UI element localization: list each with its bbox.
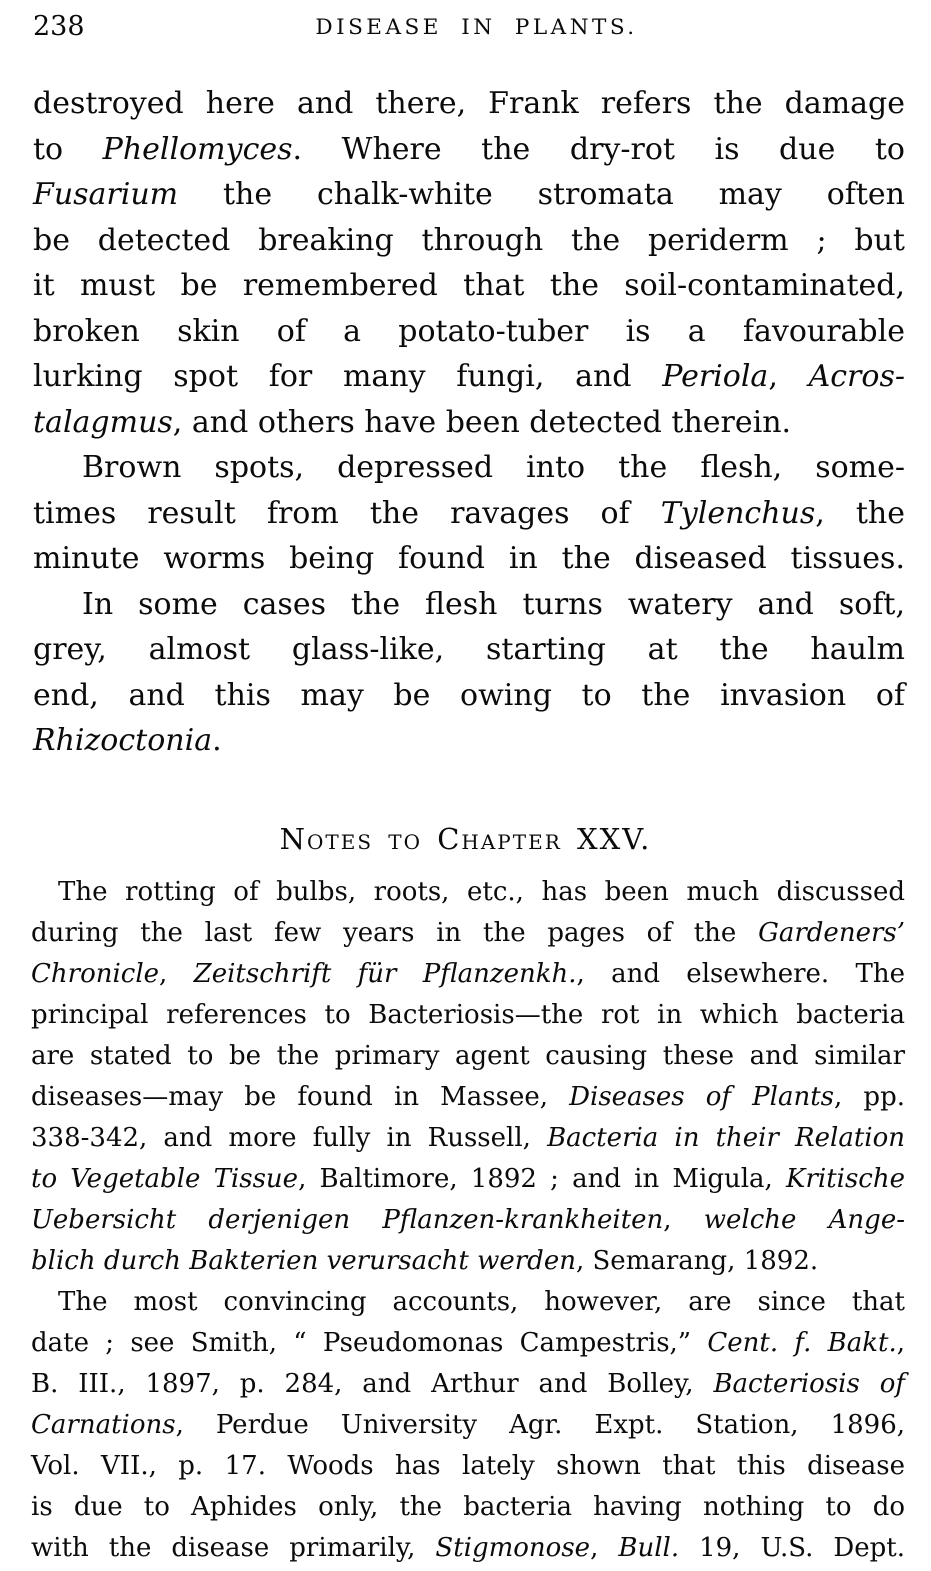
text-line: [31, 872, 905, 913]
text-line: [33, 263, 905, 309]
text-line: [31, 1241, 905, 1282]
italic-text-run: Uebersicht derjenigen Pflanzen-krankheiten: [31, 1204, 664, 1235]
text-run: , pp.: [834, 1081, 905, 1112]
text-run: it must be remembered that the soil-contaminated,: [33, 268, 905, 303]
italic-text-run: Rhizoctonia: [33, 723, 213, 758]
text-line: [33, 309, 905, 355]
text-run: during the last few years in the pages of the: [31, 917, 759, 948]
text-run: In some cases the flesh turns watery and soft,: [82, 586, 905, 622]
text-run: diseases—may be found in Massee,: [31, 1081, 570, 1112]
text-line: [33, 536, 905, 582]
italic-text-run: Acros-: [808, 359, 905, 394]
text-run: ,: [896, 1327, 905, 1358]
text-line: [33, 445, 905, 491]
text-run: destroyed here and there, Frank refers the damage: [33, 86, 905, 121]
running-header-title: DISEASE IN PLANTS.: [315, 15, 638, 40]
text-run: , Baltimore, 1892 ; and in Migula,: [298, 1163, 787, 1194]
italic-text-run: Fusarium: [33, 177, 179, 212]
text-line: [31, 1077, 905, 1118]
notes-text: [31, 872, 905, 1569]
italic-text-run: Phellomyces: [102, 131, 293, 167]
text-run: with the disease primarily,: [31, 1532, 436, 1563]
text-run: ,: [768, 359, 809, 394]
text-run: the chalk-white stromata may often: [178, 177, 905, 212]
text-run: principal references to Bacteriosis—the rot in which bacteria: [31, 999, 905, 1030]
italic-text-run: Zeitschrift für Pflanzenkh.: [193, 958, 577, 989]
text-line: [31, 1323, 905, 1364]
text-run: , Semarang, 1892.: [575, 1245, 819, 1276]
text-run: lurking spot for many fungi, and: [33, 359, 663, 394]
notes-heading: Notes to Chapter XXV.: [279, 821, 652, 856]
text-line: [31, 1446, 905, 1487]
text-run: ,: [663, 1204, 704, 1235]
text-line: [31, 1118, 905, 1159]
italic-text-run: Kritische: [786, 1163, 905, 1194]
page-header: [0, 0, 931, 46]
text-run: .: [212, 723, 222, 758]
text-run: 338-342, and more fully in Russell,: [31, 1122, 548, 1153]
text-run: , and others have been detected therein.: [172, 404, 792, 440]
text-line: [33, 400, 905, 446]
text-run: . Where the dry-rot is due to: [292, 131, 905, 167]
text-line: [33, 491, 905, 537]
text-line: [33, 627, 905, 673]
text-line: [31, 995, 905, 1036]
italic-text-run: Periola: [662, 359, 769, 394]
italic-text-run: talagmus: [33, 404, 173, 440]
italic-text-run: Carnations: [31, 1409, 176, 1440]
text-run: end, and this may be owing to the invasion of: [33, 677, 905, 713]
italic-text-run: welche Ange-: [703, 1204, 905, 1235]
text-run: B. III., 1897, p. 284, and Arthur and Bolley,: [31, 1368, 714, 1399]
text-line: [31, 1159, 905, 1200]
italic-text-run: Chronicle: [31, 958, 160, 989]
text-line: [33, 718, 905, 764]
italic-text-run: Tylenchus: [660, 495, 816, 531]
text-run: broken skin of a potato-tuber is a favourable: [33, 313, 905, 349]
text-run: are stated to be the primary agent causing these and similar: [31, 1040, 905, 1071]
text-run: minute worms being found in the diseased tissues.: [33, 541, 905, 576]
body-text: [33, 81, 905, 764]
text-line: [31, 1528, 905, 1569]
text-run: , and elsewhere. The: [576, 958, 906, 989]
text-run: 19, U.S. Dept.: [679, 1532, 905, 1563]
text-run: ,: [590, 1532, 619, 1563]
italic-text-run: Bacteria in their Relation: [547, 1122, 905, 1153]
text-line: [33, 582, 905, 628]
text-line: [33, 172, 905, 218]
text-run: be detected breaking through the periderm ; but: [33, 222, 905, 258]
text-line: [33, 127, 905, 173]
text-line: [33, 218, 905, 264]
text-run: The rotting of bulbs, roots, etc., has been much discussed: [58, 876, 905, 907]
text-line: [33, 81, 905, 127]
italic-text-run: Diseases of Plants: [569, 1081, 835, 1112]
italic-text-run: Bacteriosis of: [713, 1368, 905, 1399]
text-line: [31, 954, 905, 995]
text-run: is due to Aphides only, the bacteria having nothing to do: [31, 1491, 905, 1522]
text-line: [31, 1282, 905, 1323]
text-run: The most convincing accounts, however, are since that: [58, 1286, 905, 1317]
italic-text-run: Cent. f. Bakt.: [707, 1327, 897, 1358]
text-run: ,: [159, 958, 194, 989]
page-number: 238: [33, 11, 85, 42]
italic-text-run: blich durch Bakterien verursacht werden: [31, 1245, 576, 1276]
text-run: , the: [815, 495, 906, 531]
text-run: Vol. VII., p. 17. Woods has lately shown that this disease: [31, 1450, 905, 1481]
text-line: [31, 1200, 905, 1241]
text-line: [31, 913, 905, 954]
italic-text-run: to Vegetable Tissue: [31, 1163, 299, 1194]
text-line: [33, 673, 905, 719]
text-line: [33, 354, 905, 400]
text-run: date ; see Smith, “ Pseudomonas Campestris,”: [31, 1327, 708, 1358]
italic-text-run: Bull.: [618, 1532, 680, 1563]
text-line: [31, 1405, 905, 1446]
text-line: [31, 1036, 905, 1077]
text-line: [31, 1487, 905, 1528]
text-line: [31, 1364, 905, 1405]
text-run: grey, almost glass-like, starting at the haulm: [33, 632, 905, 667]
text-run: , Perdue University Agr. Expt. Station, 1896,: [175, 1409, 905, 1440]
italic-text-run: Gardeners’: [758, 917, 905, 948]
text-run: times result from the ravages of: [33, 495, 661, 531]
text-run: to: [33, 131, 103, 167]
text-run: Brown spots, depressed into the flesh, some-: [82, 450, 905, 485]
italic-text-run: Stigmonose: [435, 1532, 591, 1563]
